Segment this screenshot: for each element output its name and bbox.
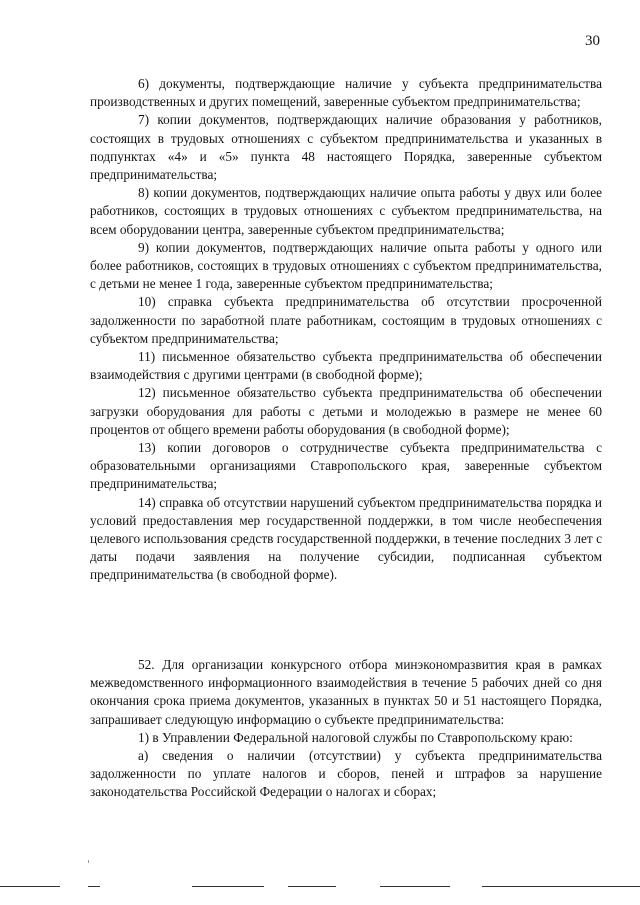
paragraph-item-7: 7) копии документов, подтверждающих наличие образования у работников, состоящих в трудовых отношениях с субъектом предпринимательства и указанных в подпунктах «4» и «5» пункта 48 настоящего Порядка, заверенные субъектом предпринимательства;	[90, 112, 602, 183]
paragraph-item-9: 9) копии документов, подтверждающих наличие опыта работы у одного или более работников, состоящих в трудовых отношениях с субъектом предпринимательства, с детьми не менее 1 года, заверенные субъектом предпринимательства;	[90, 239, 602, 292]
scan-artifact-line	[482, 886, 640, 887]
paragraph-item-10: 10) справка субъекта предпринимательства об отсутствии просроченной задолженности по заработной плате работникам, состоящим в трудовых отношениях с субъектом предпринимательства;	[90, 294, 602, 346]
paragraph-item-14: 14) справка об отсутствии нарушений субъектом предпринимательства порядка и условий предоставления мер государственной поддержки, в том числе необеспечения целевого использования средств государственной поддержки, в течение последних 3 лет с даты подачи заявления на получение субсидии, подписанная субъектом предпринимательства (в свободной форме).	[90, 494, 602, 583]
paragraph-item-8: 8) копии документов, подтверждающих наличие опыта работы у двух или более работников, состоящих в трудовых отношениях с субъектом предпринимательства, на всем оборудовании центра, заверенные субъектом предпринимательства;	[90, 185, 602, 237]
scan-artifact-line	[288, 886, 336, 887]
paragraph-item-12: 12) письменное обязательство субъекта предпринимательства об обеспечении загрузки оборудования для работы с детьми и молодежью в размере не менее 60 процентов от общего времени работы оборудования (в свободной форме);	[90, 385, 602, 437]
scan-artifact-line	[0, 886, 60, 887]
margin-mark	[88, 860, 89, 863]
document-list-items	[90, 75, 602, 585]
paragraph-item-11: 11) письменное обязательство субъекта предпринимательства об обеспечении взаимодействия с другими центрами (в свободной форме);	[90, 349, 602, 383]
scan-artifact-line	[380, 886, 450, 887]
scan-artifact-line	[88, 886, 100, 887]
section-52-item-1: 1) в Управлении Федеральной налоговой службы по Ставропольскому краю:	[138, 729, 573, 745]
paragraph-item-6: 6) документы, подтверждающие наличие у субъекта предпринимательства производственных и других помещений, заверенные субъектом предпринимательства;	[90, 76, 602, 110]
page-number: 30	[585, 33, 600, 49]
section-52-intro: 52. Для организации конкурсного отбора минэкономразвития края в рамках межведомственного информационного взаимодействия в течение 5 рабочих дней со дня окончания срока приема документов, указанных в пунктах 50 и 51 настоящего Порядка, запрашивает следующую информацию о субъекте предпринимательства:	[90, 657, 602, 727]
section-52-item-a: а) сведения о наличии (отсутствии) у субъекта предпринимательства задолженности по уплате налогов и сборов, пеней и штрафов за нарушение законодательства Российской Федерации о налогах и сборах;	[90, 748, 602, 800]
paragraph-item-13: 13) копии договоров о сотрудничестве субъекта предпринимательства с образовательными организациями Ставропольского края, заверенные субъектом предпринимательства;	[90, 440, 602, 492]
section-52	[90, 656, 602, 802]
scan-artifact-line	[192, 886, 264, 887]
